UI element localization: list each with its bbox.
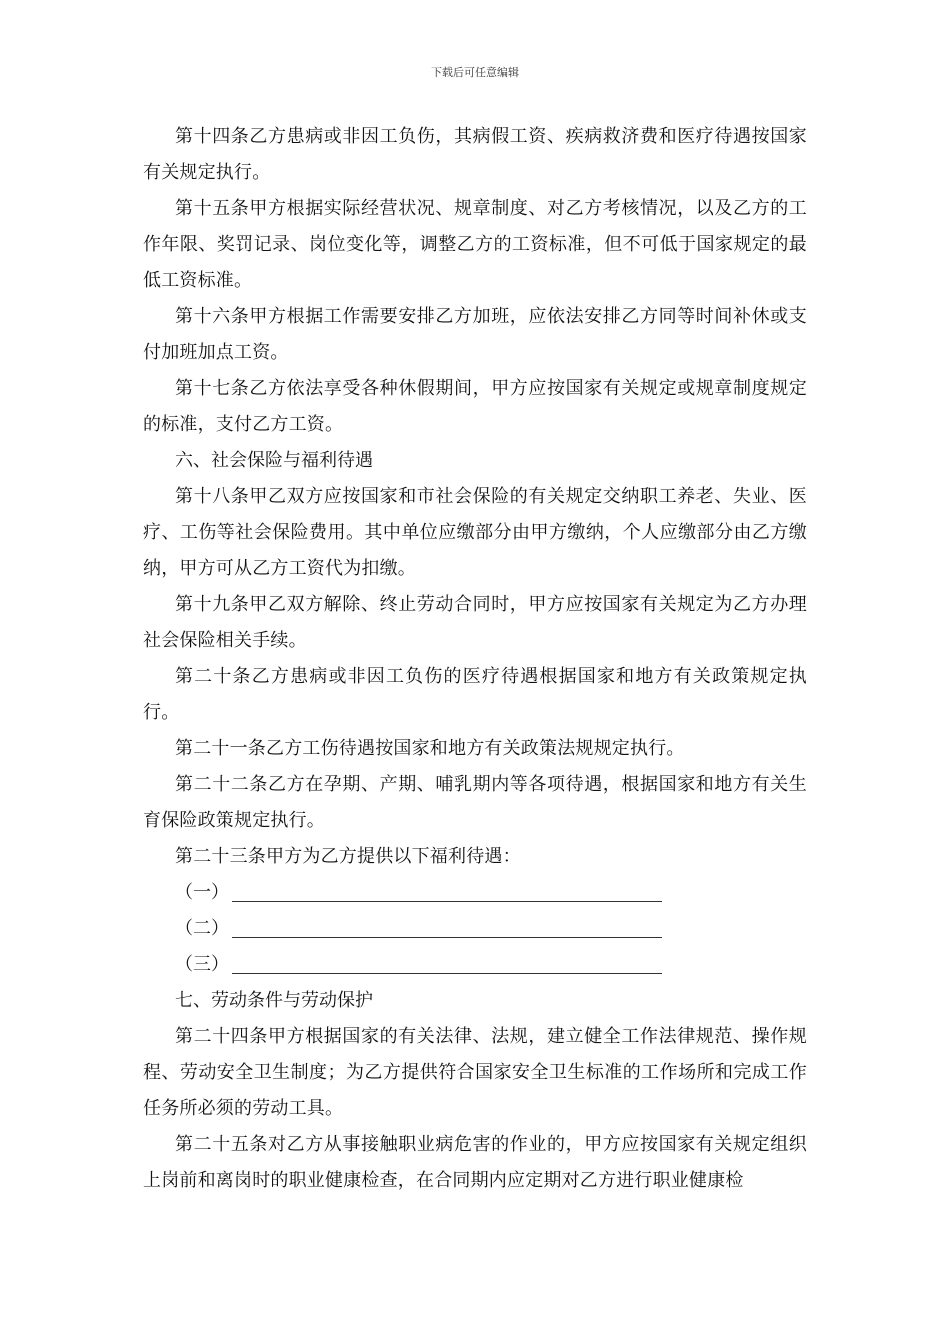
benefit-blank-1 — [143, 875, 807, 911]
blank-number: （一） — [175, 882, 229, 903]
page-header: 下载后可任意编辑 — [431, 66, 519, 79]
section-heading-7: 七、劳动条件与劳动保护 — [175, 990, 373, 1011]
fill-in-line — [232, 901, 662, 902]
article-18: 第十八条甲乙双方应按国家和市社会保险的有关规定交纳职工养老、失业、医疗、工伤等社会保险费用。其中单位应缴部分由甲方缴纳，个人应缴部分由乙方缴纳，甲方可从乙方工资代为扣缴。 — [143, 486, 807, 579]
article-19: 第十九条甲乙双方解除、终止劳动合同时，甲方应按国家有关规定为乙方办理社会保险相关手续。 — [143, 594, 807, 651]
article-20: 第二十条乙方患病或非因工负伤的医疗待遇根据国家和地方有关政策规定执行。 — [143, 666, 807, 723]
article-16: 第十六条甲方根据工作需要安排乙方加班，应依法安排乙方同等时间补休或支付加班加点工资。 — [143, 306, 807, 363]
article-23: 第二十三条甲方为乙方提供以下福利待遇： — [175, 846, 521, 867]
fill-in-line — [232, 973, 662, 974]
article-14: 第十四条乙方患病或非因工负伤，其病假工资、疾病救济费和医疗待遇按国家有关规定执行。 — [143, 126, 807, 183]
article-24: 第二十四条甲方根据国家的有关法律、法规，建立健全工作法律规范、操作规程、劳动安全卫生制度；为乙方提供符合国家安全卫生标准的工作场所和完成工作任务所必须的劳动工具。 — [143, 1026, 807, 1119]
benefit-blank-3 — [143, 947, 807, 983]
article-22: 第二十二条乙方在孕期、产期、哺乳期内等各项待遇，根据国家和地方有关生育保险政策规定执行。 — [143, 774, 807, 831]
article-17: 第十七条乙方依法享受各种休假期间，甲方应按国家有关规定或规章制度规定的标准，支付乙方工资。 — [143, 378, 807, 435]
article-21: 第二十一条乙方工伤待遇按国家和地方有关政策法规规定执行。 — [175, 738, 685, 759]
fill-in-line — [232, 937, 662, 938]
benefit-blank-2 — [143, 911, 807, 947]
section-heading-6: 六、社会保险与福利待遇 — [175, 450, 373, 471]
blank-number: （二） — [175, 918, 229, 939]
blank-number: （三） — [175, 954, 229, 975]
document-body — [143, 119, 807, 1199]
article-15: 第十五条甲方根据实际经营状况、规章制度、对乙方考核情况，以及乙方的工作年限、奖罚记录、岗位变化等，调整乙方的工资标准，但不可低于国家规定的最低工资标准。 — [143, 198, 807, 291]
article-25: 第二十五条对乙方从事接触职业病危害的作业的，甲方应按国家有关规定组织上岗前和离岗时的职业健康检查，在合同期内应定期对乙方进行职业健康检 — [143, 1134, 807, 1191]
